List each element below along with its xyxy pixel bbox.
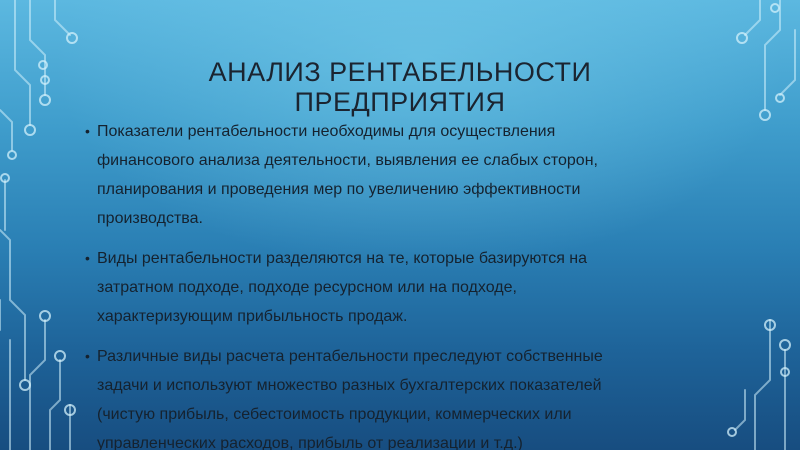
bullet-list [85, 117, 745, 450]
bullet-line: управленческих расходов, прибыль от реализации и т.д.) [97, 435, 523, 450]
bullet-item [85, 117, 745, 233]
bullet-line: Виды рентабельности разделяются на те, которые базируются на [97, 250, 588, 267]
bullet-line: Показатели рентабельности необходимы для осуществления [97, 123, 556, 140]
bullet-line: (чистую прибыль, себестоимость продукции, коммерческих или [97, 406, 572, 423]
bullet-line: затратном подходе, подходе ресурсном или на подходе, [97, 279, 517, 296]
title-line-1: АНАЛИЗ РЕНТАБЕЛЬНОСТИ [208, 57, 592, 87]
bullet-marker: • [85, 123, 90, 139]
bullet-item [85, 244, 745, 331]
bullet-line: производства. [97, 210, 203, 227]
bullet-marker: • [85, 250, 90, 266]
slide-title [130, 57, 670, 117]
bullet-line: Различные виды расчета рентабельности преследуют собственные [97, 348, 603, 365]
bullet-line: характеризующим прибыльность продаж. [97, 308, 408, 325]
bullet-line: задачи и используют множество разных бухгалтерских показателей [97, 377, 602, 394]
bullet-line: финансового анализа деятельности, выявления ее слабых сторон, [97, 152, 598, 169]
bullet-item [85, 342, 745, 450]
title-line-2: ПРЕДПРИЯТИЯ [294, 87, 506, 117]
bullet-line: планирования и проведения мер по увеличению эффективности [97, 181, 581, 198]
bullet-marker: • [85, 348, 90, 364]
